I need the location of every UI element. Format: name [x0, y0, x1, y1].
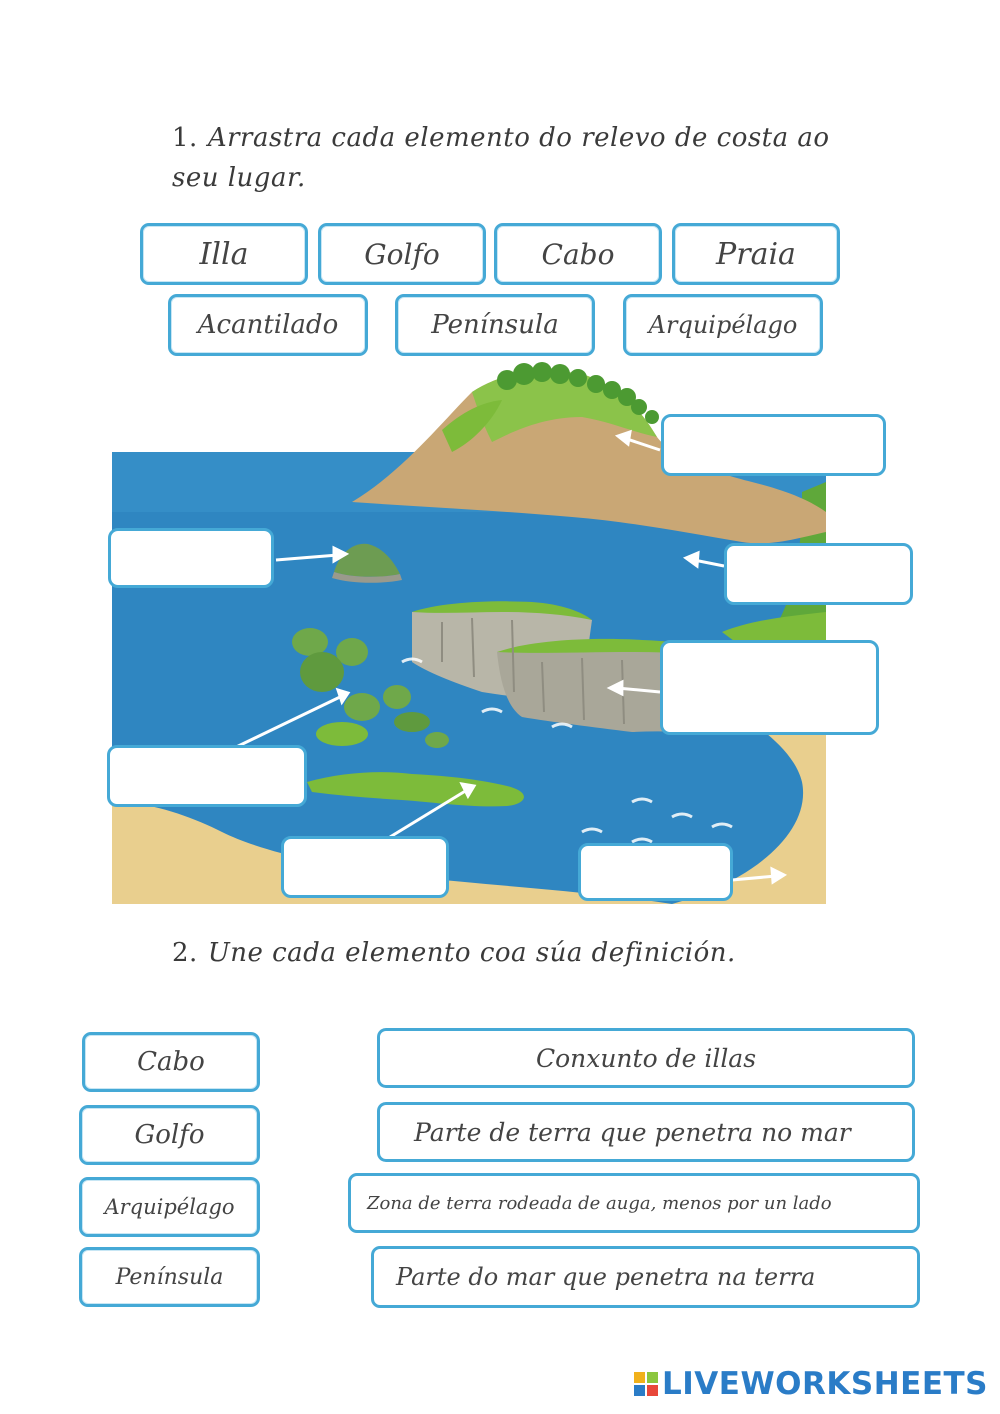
question2-title — [172, 933, 872, 973]
question1-title — [172, 118, 872, 198]
drop-zone-peninsula[interactable] — [281, 836, 449, 898]
term-peninsula[interactable]: Península — [79, 1247, 260, 1307]
question2-number: 2. — [172, 938, 198, 968]
drop-zone-archipelago[interactable] — [107, 745, 307, 807]
term-golfo[interactable]: Golfo — [79, 1105, 260, 1165]
chip-cabo[interactable]: Cabo — [494, 223, 662, 285]
term-arquipelago[interactable]: Arquipélago — [79, 1177, 260, 1237]
definition-peninsula[interactable]: Zona de terra rodeada de auga, menos por un lado — [348, 1173, 920, 1233]
drop-zone-headland[interactable] — [661, 414, 886, 476]
brand-text: LIVEWORKSHEETS — [662, 1366, 988, 1402]
chip-golfo[interactable]: Golfo — [318, 223, 486, 285]
drop-zone-beach[interactable] — [578, 843, 733, 901]
drop-zone-cliff[interactable] — [660, 640, 879, 735]
definition-archipelago[interactable]: Conxunto de illas — [377, 1028, 915, 1088]
term-cabo[interactable]: Cabo — [82, 1032, 260, 1092]
definition-cape[interactable]: Parte de terra que penetra no mar — [377, 1102, 915, 1162]
question1-number: 1. — [172, 123, 198, 153]
question2-text: Une cada elemento coa súa definición. — [207, 938, 736, 968]
chip-illa[interactable]: Illa — [140, 223, 308, 285]
definition-gulf[interactable]: Parte do mar que penetra na terra — [371, 1246, 920, 1308]
chip-acantilado[interactable]: Acantilado — [168, 294, 368, 356]
chip-arquipelago[interactable]: Arquipélago — [623, 294, 823, 356]
chip-peninsula[interactable]: Península — [395, 294, 595, 356]
drop-zone-island[interactable] — [108, 528, 274, 588]
question1-text: Arrastra cada elemento do relevo de costa ao seu lugar. — [172, 123, 830, 193]
drop-zone-gulf[interactable] — [724, 543, 913, 605]
liveworksheets-logo — [634, 1366, 988, 1402]
logo-mark-icon — [634, 1372, 658, 1396]
chip-praia[interactable]: Praia — [672, 223, 840, 285]
